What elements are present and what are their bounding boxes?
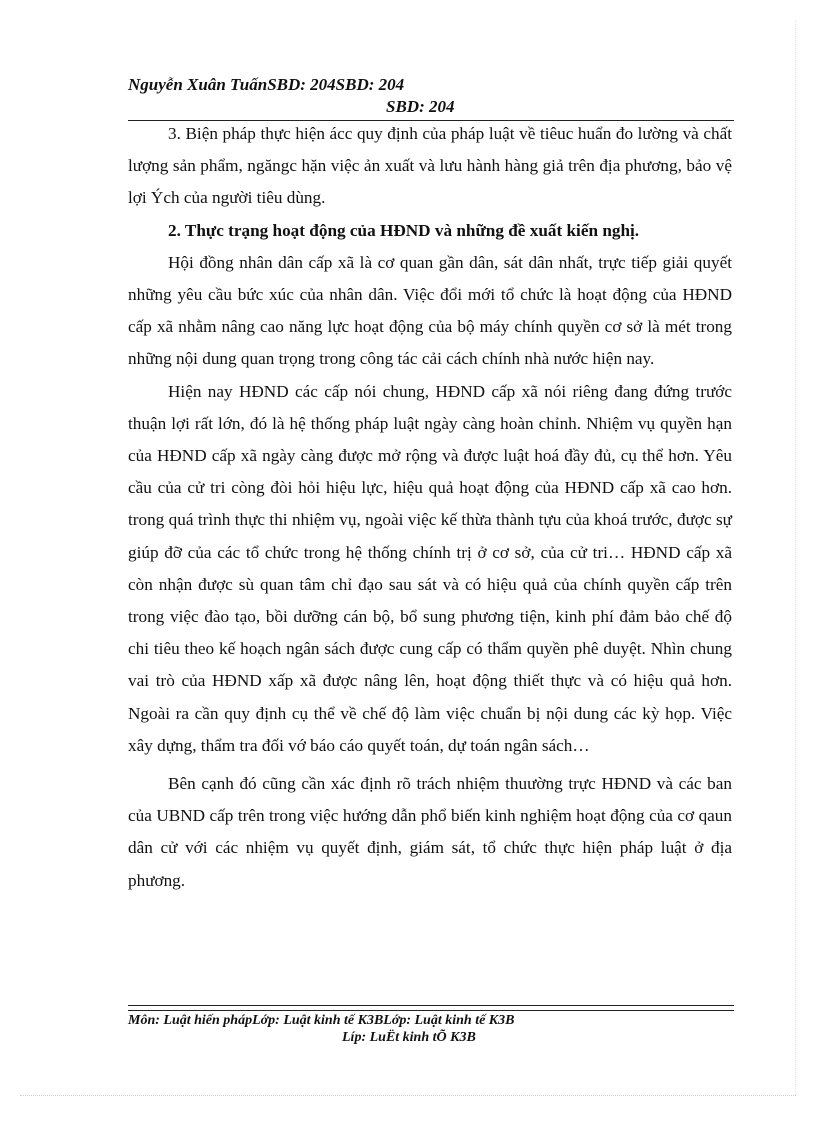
page-boundary-right <box>795 20 796 1095</box>
footer-rule <box>128 1005 734 1011</box>
paragraph-current-situation: Hiện nay HĐND các cấp nói chung, HĐND cấp xã nói riêng đang đứng trước thuận lợi rất lớn, đó là hệ thống pháp luật ngày càng hoàn chỉnh. Nhiệm vụ quyền hạn của HĐND cấp xã ngày càng được mở rộng và được luật hoá đầy đủ, cụ thể hơn. Yêu cầu của cử tri còng đòi hỏi hiệu lực, hiệu quả hoạt động của HĐND cấp xã cao hơn. trong quá trình thực thi nhiệm vụ, ngoài việc kế thừa thành tựu của khoá trước, được sự giúp đỡ của các tổ chức trong hệ thống chính trị ở cơ sở, của cử tri… HĐND cấp xã còn nhận được sù quan tâm chỉ đạo sau sát và có hiệu quả của chính quyền cấp trên trong việc đào tạo, bồi dưỡng cán bộ, bổ sung phương tiện, kinh phí đảm bảo chế độ chi tiêu theo kế hoạch ngân sách được cung cấp có thẩm quyền phê duyệt. Nhìn chung vai trò của HĐND xấp xã được nâng lên, hoạt động thiết thực và có hiệu quả hơn. Ngoài ra cần quy định cụ thể về chế độ làm việc chuẩn bị nội dung các kỳ họp. Việc xây dựng, thẩm tra đối vớ báo cáo quyết toán, dự toán ngân sách… <box>128 381 732 755</box>
header-author-line: Nguyễn Xuân TuấnSBD: 204SBD: 204 <box>128 75 405 94</box>
page-header <box>128 74 734 118</box>
section-heading: 2. Thực trạng hoạt động của HĐND và những đề xuất kiến nghị. <box>168 220 640 240</box>
footer-class-line: Líp: LuËt kinh tÕ K3B <box>342 1030 476 1045</box>
paragraph-responsibilities: Bên cạnh đó cũng cần xác định rõ trách nhiệm thuường trực HĐND và các ban của UBND cấp trên trong việc hướng dẫn phổ biến kinh nghiệm hoạt động của cơ qaun dân cử với các nhiệm vụ quyết định, giám sát, tổ chức thực hiện pháp luật ở địa phương. <box>128 774 732 890</box>
footer-subject-line: Môn: Luật hiến phápLớp: Luật kinh tế K3BLớp: Luật kinh tế K3B <box>128 1013 515 1028</box>
document-body <box>128 118 732 897</box>
header-sbd-line: SBD: 204 <box>386 97 455 116</box>
paragraph-commune-council: Hội đồng nhân dân cấp xã là cơ quan gần dân, sát dân nhất, trực tiếp giải quyết những yêu cầu bức xúc của nhân dân. Việc đổi mới tổ chức là hoạt động của HĐND cấp xã nhằm nâng cao năng lực hoạt động của bộ máy chính quyền cơ sở là mét trong những nội dung quan trọng trong công tác cải cách chính nhà nước hiện nay. <box>128 252 732 369</box>
page-footer <box>128 1012 734 1046</box>
page-boundary-bottom <box>20 1095 796 1096</box>
paragraph-measures: 3. Biện pháp thực hiện ácc quy định của pháp luật về tiêuc huẩn đo lường và chất lượng sản phẩm, ngăngc hặn việc ản xuất và lưu hành hàng giả trên địa phương, bảo vệ lợi Ých của người tiêu dùng. <box>128 124 732 208</box>
